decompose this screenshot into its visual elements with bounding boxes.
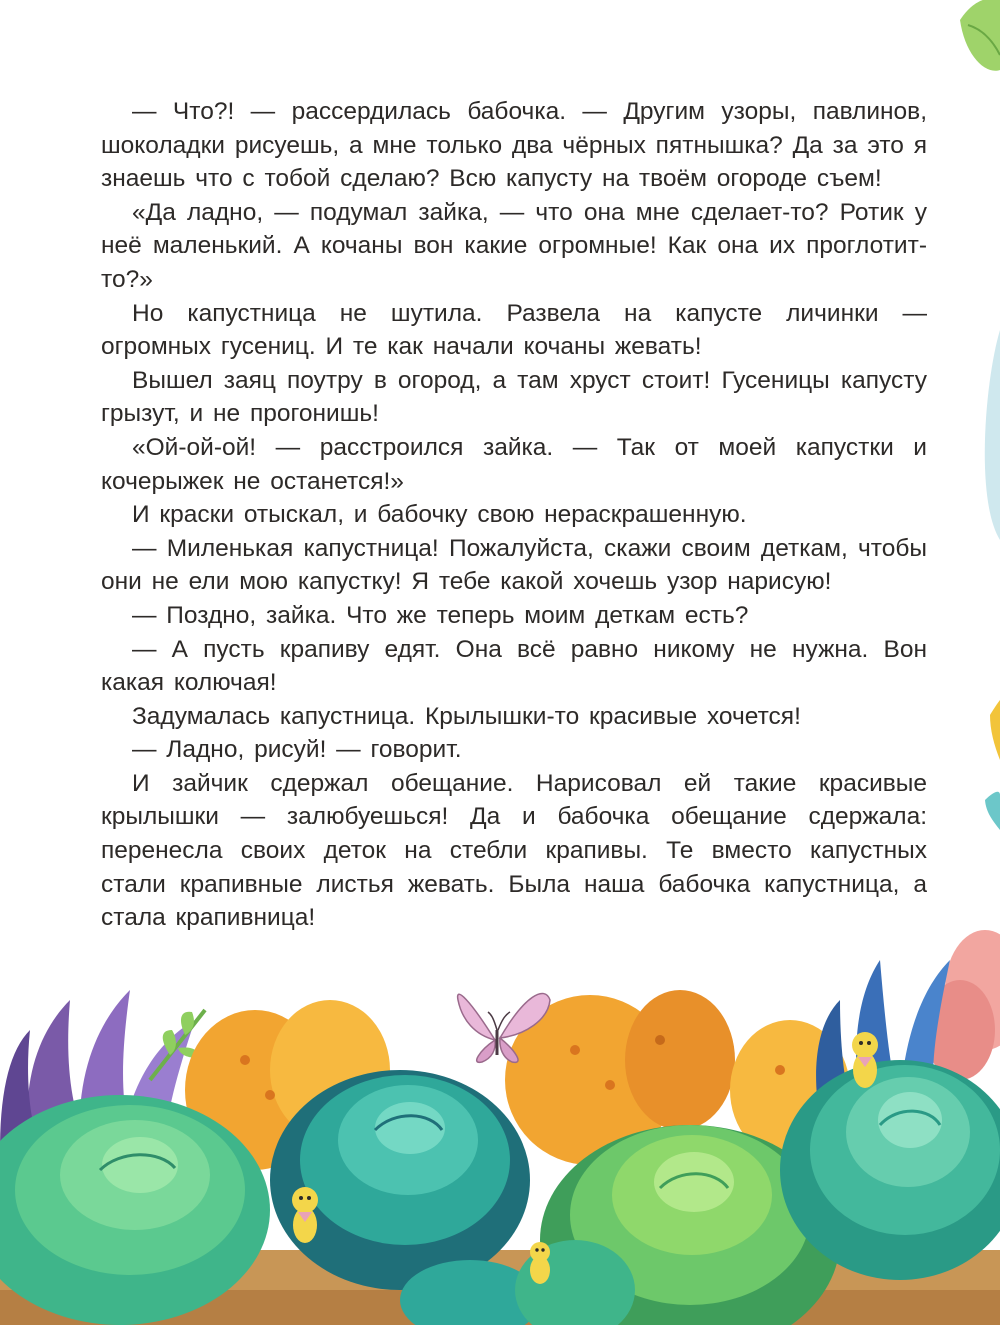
- flower-icon: [925, 930, 1000, 1080]
- story-paragraph: — Ладно, рисуй! — говорит.: [132, 736, 462, 764]
- leaf-icon: [985, 330, 1000, 830]
- cabbage-icon: [540, 1125, 840, 1325]
- story-paragraph: — Что?! — рассердилась бабочка. — Другим узоры, павлинов, шоколадки рисуешь, а мне только два чёрных пятнышка? Да за это я знаешь что с тобой сделаю? Всю капусту на твоём огороде съем!: [101, 98, 927, 193]
- butterfly-icon: [458, 993, 550, 1062]
- story-paragraph: — Поздно, зайка. Что же теперь моим деткам есть?: [132, 601, 749, 629]
- story-paragraph: «Ой-ой-ой! — расстроился зайка. — Так от моей капустки и кочерыжек не останется!»: [101, 433, 927, 495]
- story-paragraph: Вышел заяц поутру в огород, а там хруст стоит! Гусеницы капусту грызут, и не прогонишь!: [101, 366, 927, 428]
- leaf-icon: [150, 1010, 205, 1080]
- leaf-icon: [960, 0, 1000, 71]
- story-paragraph: Задумалась капустница. Крылышки-то красивые хочется!: [132, 702, 801, 730]
- fern-icon: [816, 960, 950, 1120]
- story-paragraph: — А пусть крапиву едят. Она всё равно никому не нужна. Вон какая колючая!: [101, 635, 927, 697]
- caterpillar-icon: [852, 1032, 878, 1088]
- cabbage-icon: [0, 1095, 270, 1325]
- story-paragraph: Но капустница не шутила. Развела на капусте личинки — огромных гусениц. И те как начали кочаны жевать!: [101, 299, 927, 361]
- story-paragraph: И зайчик сдержал обещание. Нарисовал ей такие красивые крылышки — залюбуешься! Да и бабочка обещание сдержала: перенесла своих деток на стебли крапивы. Те вместо капустных стали крапивные листья жевать. Была наша бабочка капустница, а стала крапивница!: [101, 769, 927, 932]
- cabbage-icon: [400, 1240, 635, 1325]
- orange-bush: [185, 990, 850, 1170]
- ground: [0, 1250, 1000, 1325]
- cabbage-icon: [780, 1060, 1000, 1280]
- story-text: [101, 95, 927, 935]
- story-paragraph: — Миленькая капустница! Пожалуйста, скажи своим деткам, чтобы они не ели мою капустку! Я тебе какой хочешь узор нарисую!: [101, 534, 927, 596]
- fern-icon: [0, 990, 195, 1150]
- story-paragraph: И краски отыскал, и бабочку свою нераскрашенную.: [132, 501, 747, 529]
- caterpillar-icon: [292, 1187, 318, 1243]
- cabbage-icon: [270, 1070, 530, 1290]
- caterpillar-icon: [530, 1242, 550, 1284]
- story-paragraph: «Да ладно, — подумал зайка, — что она мне сделает-то? Ротик у неё маленький. А кочаны вон какие огромные! Как она их проглотит-то?»: [101, 198, 927, 293]
